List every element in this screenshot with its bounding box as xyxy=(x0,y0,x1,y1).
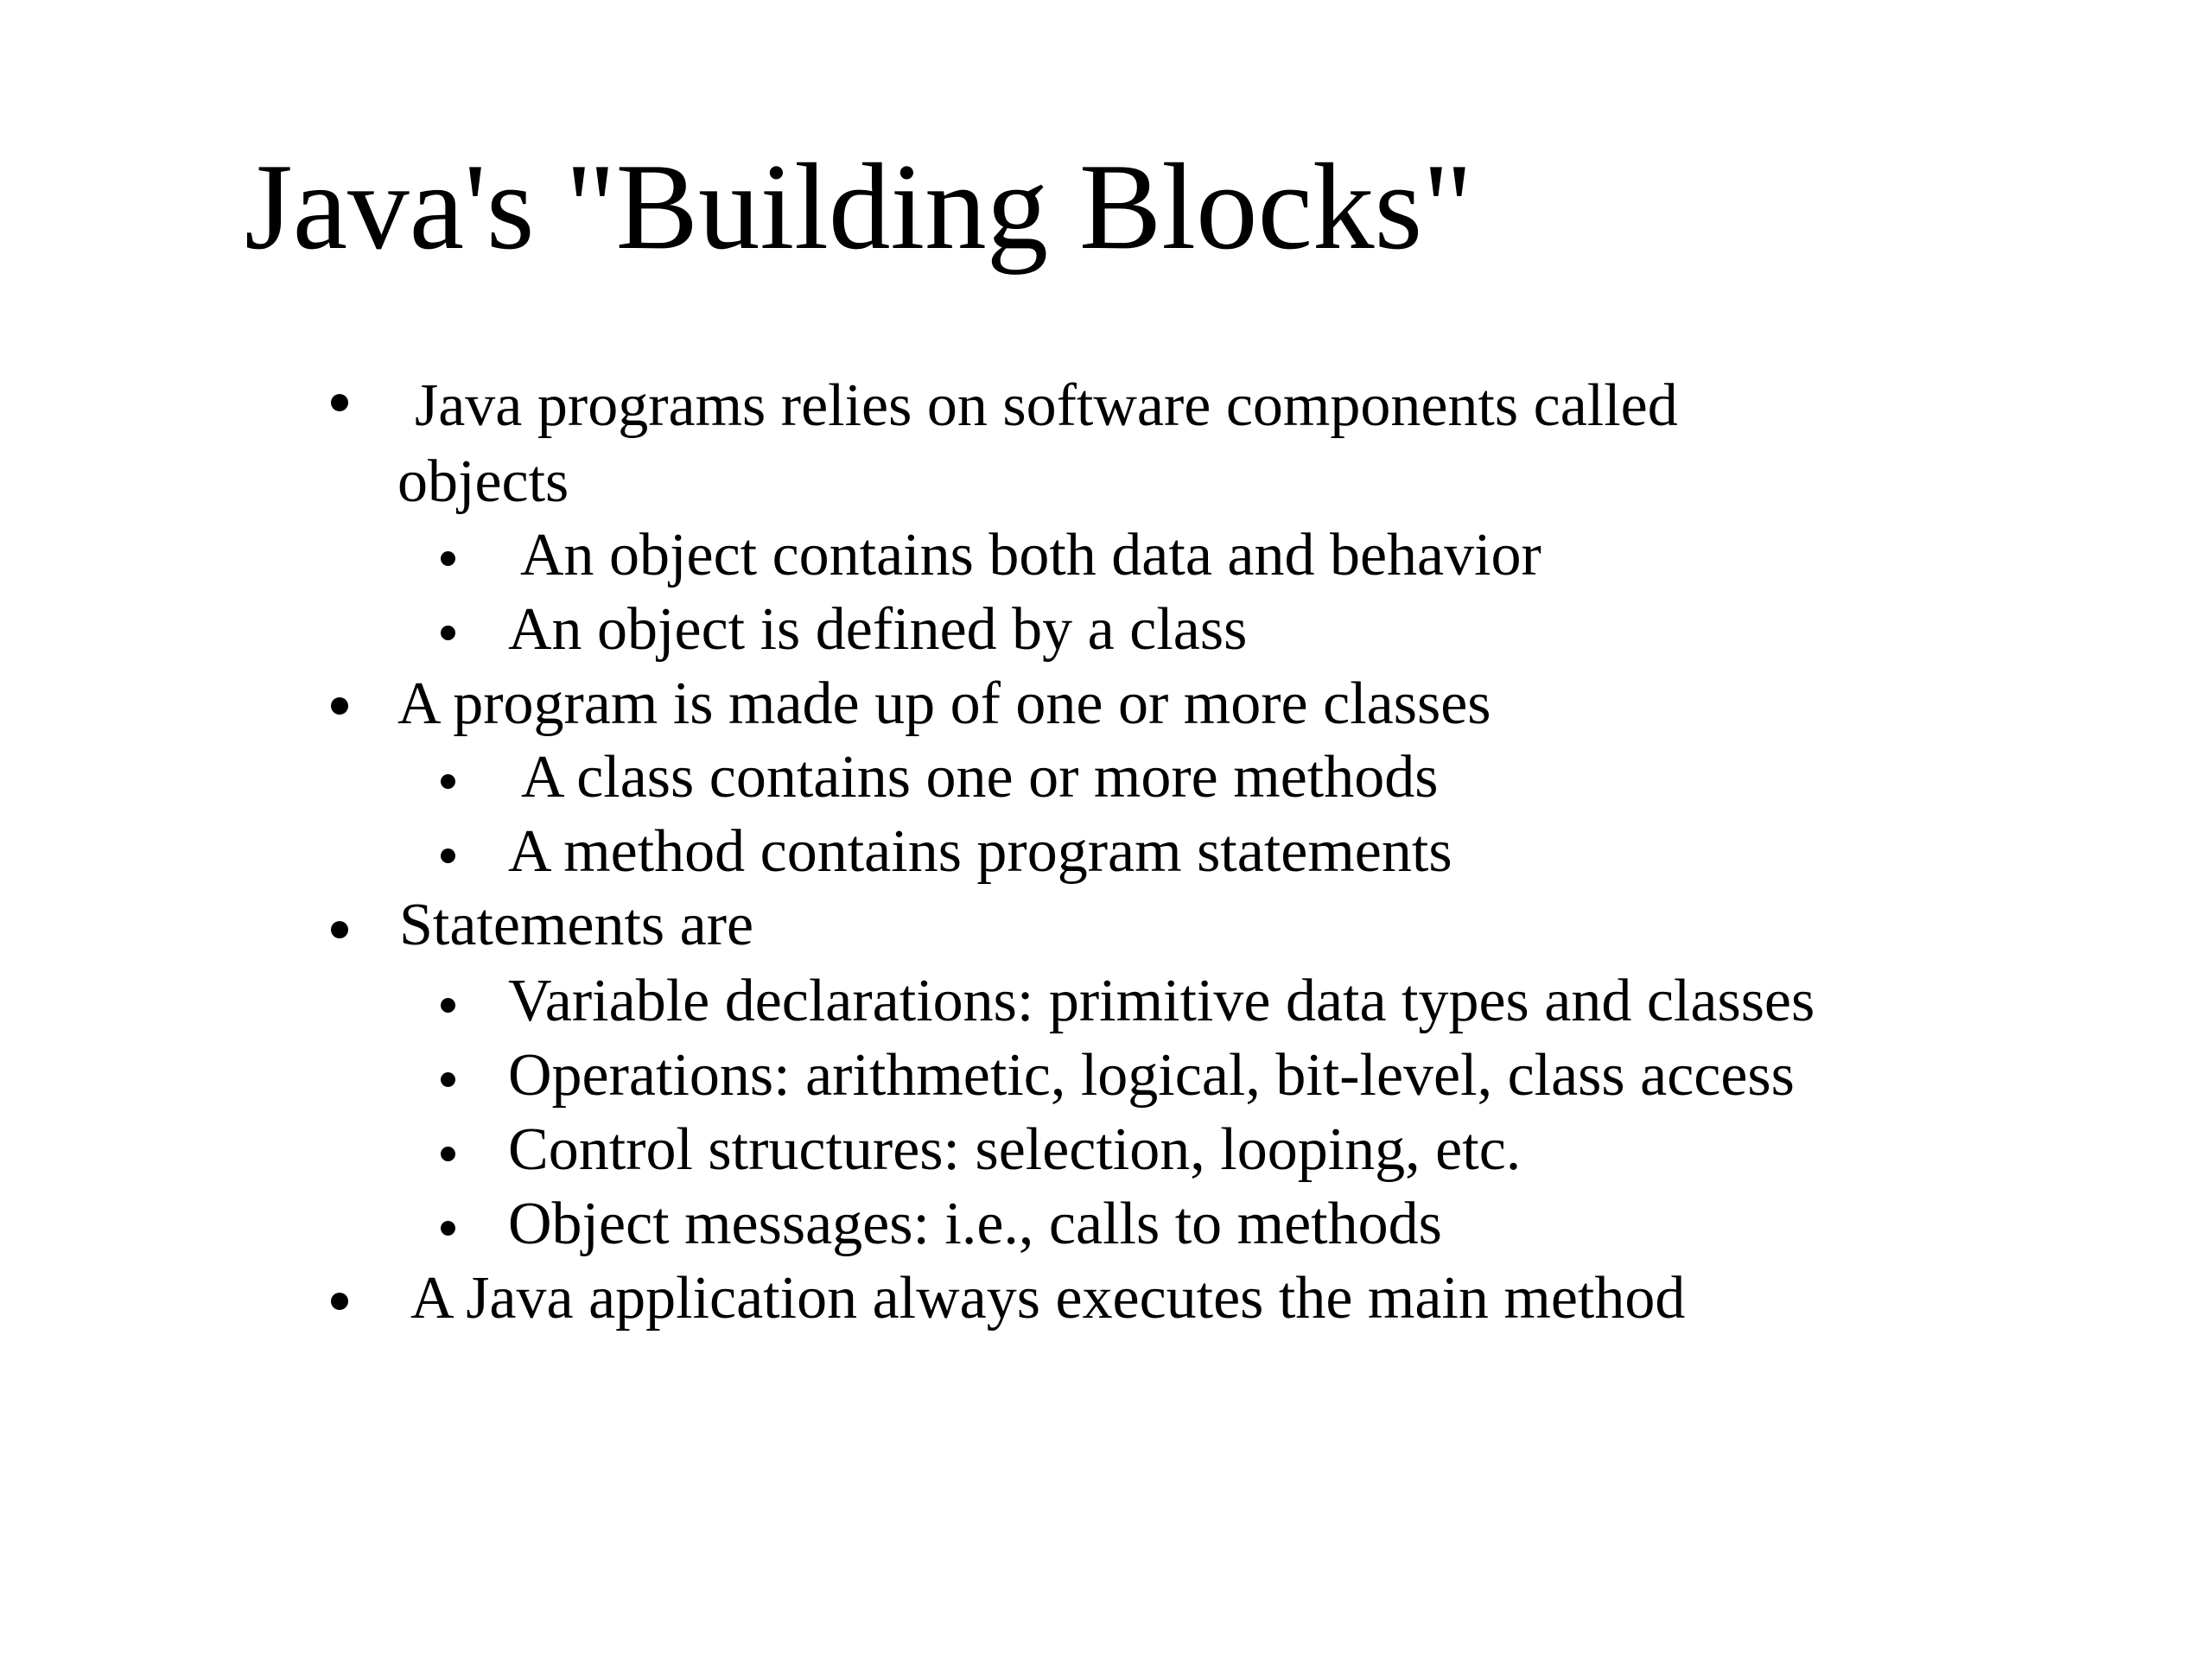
bullet-dot-icon xyxy=(441,1147,455,1161)
bullet-item-level1: Java programs relies on software components called xyxy=(415,372,1678,439)
bullet-item-level1: A Java application always executes the main method xyxy=(410,1265,1686,1332)
bullet-dot-icon xyxy=(441,1221,455,1236)
bullet-item-level2: A method contains program statements xyxy=(508,818,1452,885)
bullet-item-level2: A class contains one or more methods xyxy=(521,744,1439,810)
bullet-dot-icon xyxy=(441,774,455,789)
bullet-dot-icon xyxy=(331,921,348,938)
bullet-item-level2: Operations: arithmetic, logical, bit-level, class access xyxy=(508,1042,1795,1109)
bullet-dot-icon xyxy=(331,1293,348,1310)
bullet-dot-icon xyxy=(441,849,455,863)
bullet-dot-icon xyxy=(441,998,455,1013)
slide-title: Java's "Building Blocks" xyxy=(245,138,1473,275)
bullet-item-level2: Variable declarations: primitive data types and classes xyxy=(508,968,1815,1034)
bullet-dot-icon xyxy=(331,394,348,411)
bullet-item-level1: A program is made up of one or more classes xyxy=(397,671,1491,737)
bullet-dot-icon xyxy=(441,626,455,640)
bullet-item-level2: An object contains both data and behavior xyxy=(520,522,1541,588)
bullet-item-level1: Statements are xyxy=(399,892,754,958)
bullet-item-level2: Control structures: selection, looping, etc. xyxy=(508,1116,1522,1183)
bullet-dot-icon xyxy=(441,551,455,566)
bullet-item-level2: Object messages: i.e., calls to methods xyxy=(508,1191,1442,1257)
bullet-dot-icon xyxy=(331,697,348,715)
bullet-item-level2: An object is defined by a class xyxy=(508,596,1248,663)
bullet-dot-icon xyxy=(441,1072,455,1087)
bullet-item-continuation: objects xyxy=(397,448,569,515)
